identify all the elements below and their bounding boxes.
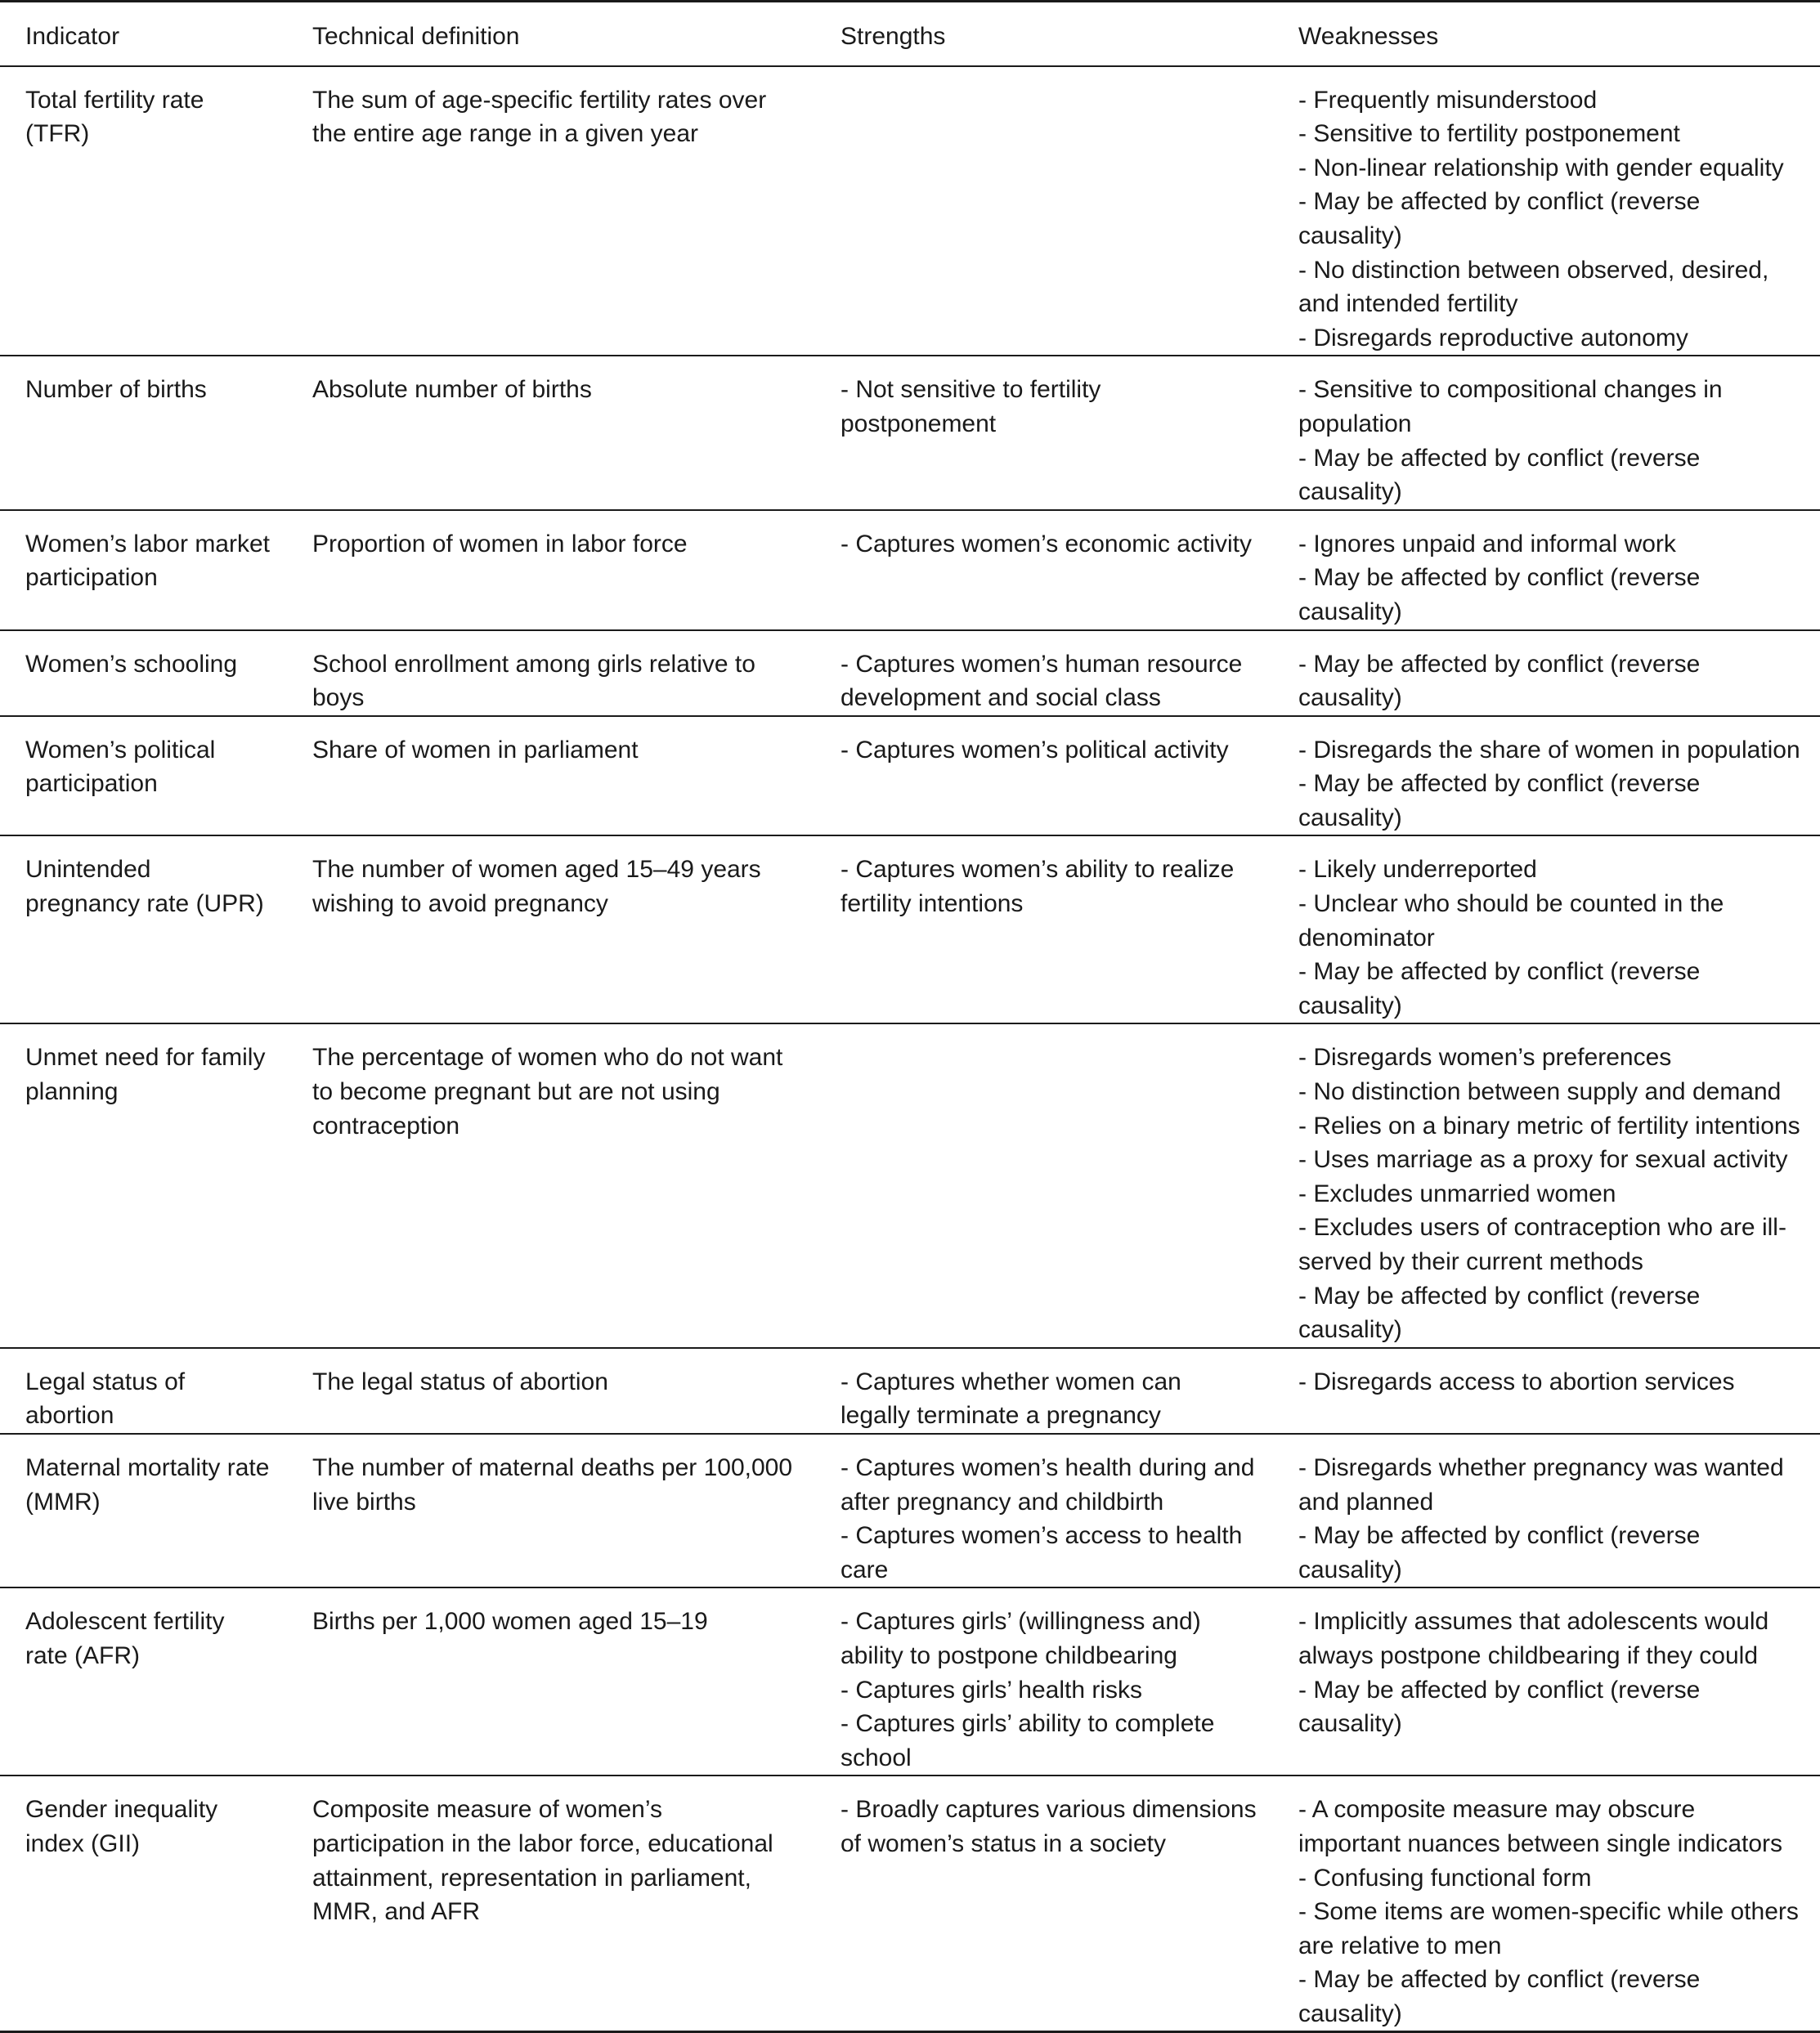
strengths-cell bbox=[815, 630, 1273, 716]
header-strengths: Strengths bbox=[815, 2, 1273, 66]
strengths-cell bbox=[815, 1348, 1273, 1434]
weakness-item: - No distinction between observed, desired, and intended fertility bbox=[1298, 256, 1769, 318]
header-row bbox=[0, 2, 1820, 66]
weaknesses-cell bbox=[1273, 835, 1820, 1023]
weakness-item: - May be affected by conflict (reverse causality) bbox=[1298, 958, 1701, 1019]
definition-cell: The legal status of abortion bbox=[287, 1348, 815, 1434]
definition-cell: The number of women aged 15–49 years wishing to avoid pregnancy bbox=[287, 835, 815, 1023]
weakness-item: - Disregards the share of women in population bbox=[1298, 736, 1800, 763]
strengths-cell bbox=[815, 835, 1273, 1023]
weaknesses-cell bbox=[1273, 356, 1820, 509]
strengths-cell bbox=[815, 716, 1273, 836]
table-row bbox=[0, 1434, 1820, 1587]
indicator-cell: Maternal mortality rate (MMR) bbox=[0, 1434, 287, 1587]
weakness-item: - Uses marriage as a proxy for sexual activity bbox=[1298, 1146, 1788, 1174]
definition-cell: Births per 1,000 women aged 15–19 bbox=[287, 1587, 815, 1776]
indicator-cell: Number of births bbox=[0, 356, 287, 509]
weakness-item: - No distinction between supply and demand bbox=[1298, 1078, 1782, 1106]
indicator-cell: Unintended pregnancy rate (UPR) bbox=[0, 835, 287, 1023]
strength-item: - Captures girls’ ability to complete school bbox=[841, 1710, 1215, 1771]
weakness-item: - May be affected by conflict (reverse causality) bbox=[1298, 1282, 1701, 1344]
weakness-item: - May be affected by conflict (reverse causality) bbox=[1298, 1966, 1701, 2027]
weaknesses-cell bbox=[1273, 630, 1820, 716]
indicator-cell: Unmet need for family planning bbox=[0, 1023, 287, 1347]
strengths-cell bbox=[815, 66, 1273, 356]
weakness-item: - May be affected by conflict (reverse causality) bbox=[1298, 1676, 1701, 1738]
weaknesses-cell bbox=[1273, 510, 1820, 630]
weakness-item: - Disregards reproductive autonomy bbox=[1298, 324, 1688, 352]
strength-item: - Captures women’s human resource development and social class bbox=[841, 650, 1243, 712]
strength-item: - Captures women’s access to health care bbox=[841, 1522, 1243, 1583]
header-indicator: Indicator bbox=[0, 2, 287, 66]
weakness-item: - May be affected by conflict (reverse causality) bbox=[1298, 188, 1701, 249]
strength-item: - Captures girls’ (willingness and) ability to postpone childbearing bbox=[841, 1608, 1201, 1669]
definition-cell: The number of maternal deaths per 100,000 live births bbox=[287, 1434, 815, 1587]
weakness-item: - May be affected by conflict (reverse causality) bbox=[1298, 770, 1701, 831]
strength-item: - Not sensitive to fertility postponement bbox=[841, 376, 1101, 437]
indicator-cell: Total fertility rate (TFR) bbox=[0, 66, 287, 356]
strength-item: - Broadly captures various dimensions of women’s status in a society bbox=[841, 1796, 1257, 1857]
weakness-item: - Likely underreported bbox=[1298, 856, 1537, 884]
strengths-cell bbox=[815, 1587, 1273, 1776]
strengths-cell bbox=[815, 1776, 1273, 2032]
definition-cell: Share of women in parliament bbox=[287, 716, 815, 836]
strengths-cell bbox=[815, 356, 1273, 509]
strength-item: - Captures whether women can legally terminate a pregnancy bbox=[841, 1368, 1181, 1430]
table-row bbox=[0, 630, 1820, 716]
table-row bbox=[0, 66, 1820, 356]
indicator-cell: Gender inequality index (GII) bbox=[0, 1776, 287, 2032]
weakness-item: - Non-linear relationship with gender equality bbox=[1298, 154, 1784, 181]
definition-cell: School enrollment among girls relative to boys bbox=[287, 630, 815, 716]
weakness-item: - Confusing functional form bbox=[1298, 1864, 1592, 1892]
weakness-item: - A composite measure may obscure important nuances between single indicators bbox=[1298, 1796, 1783, 1857]
definition-cell: Absolute number of births bbox=[287, 356, 815, 509]
weakness-item: - May be affected by conflict (reverse causality) bbox=[1298, 1522, 1701, 1583]
strengths-cell bbox=[815, 1434, 1273, 1587]
strengths-cell bbox=[815, 510, 1273, 630]
definition-cell: Proportion of women in labor force bbox=[287, 510, 815, 630]
strength-item: - Captures women’s health during and after pregnancy and childbirth bbox=[841, 1453, 1255, 1516]
weaknesses-cell bbox=[1273, 66, 1820, 356]
weaknesses-cell bbox=[1273, 1348, 1820, 1434]
header-weaknesses: Weaknesses bbox=[1273, 2, 1820, 66]
table-row bbox=[0, 716, 1820, 836]
weakness-item: - May be affected by conflict (reverse causality) bbox=[1298, 650, 1701, 712]
weakness-item: - Disregards access to abortion services bbox=[1298, 1368, 1735, 1395]
weakness-item: - Disregards women’s preferences bbox=[1298, 1044, 1672, 1072]
strength-item: - Captures women’s ability to realize fertility intentions bbox=[841, 856, 1235, 918]
weakness-item: - Sensitive to compositional changes in population bbox=[1298, 376, 1723, 437]
table-row bbox=[0, 1776, 1820, 2032]
indicator-cell: Women’s labor market participation bbox=[0, 510, 287, 630]
weaknesses-cell bbox=[1273, 1023, 1820, 1347]
weakness-item: - Some items are women-specific while others are relative to men bbox=[1298, 1898, 1799, 1959]
indicator-cell: Legal status of abortion bbox=[0, 1348, 287, 1434]
weaknesses-cell bbox=[1273, 1587, 1820, 1776]
weakness-item: - Excludes unmarried women bbox=[1298, 1180, 1616, 1207]
table-row bbox=[0, 510, 1820, 630]
weakness-item: - Unclear who should be counted in the denominator bbox=[1298, 890, 1724, 952]
table-row bbox=[0, 835, 1820, 1023]
weakness-item: - May be affected by conflict (reverse causality) bbox=[1298, 564, 1701, 625]
weakness-item: - Relies on a binary metric of fertility intentions bbox=[1298, 1112, 1800, 1140]
table-body bbox=[0, 66, 1820, 2032]
weakness-item: - Disregards whether pregnancy was wanted and planned bbox=[1298, 1453, 1784, 1516]
header-technical-definition: Technical definition bbox=[287, 2, 815, 66]
strengths-cell bbox=[815, 1023, 1273, 1347]
strength-item: - Captures girls’ health risks bbox=[841, 1676, 1143, 1704]
indicator-cell: Women’s schooling bbox=[0, 630, 287, 716]
indicator-cell: Adolescent fertility rate (AFR) bbox=[0, 1587, 287, 1776]
table-header bbox=[0, 2, 1820, 66]
weakness-item: - May be affected by conflict (reverse causality) bbox=[1298, 444, 1701, 506]
weakness-item: - Implicitly assumes that adolescents would always postpone childbearing if they could bbox=[1298, 1608, 1769, 1669]
strength-item: - Captures women’s political activity bbox=[841, 736, 1229, 763]
table-row bbox=[0, 1587, 1820, 1776]
definition-cell: The sum of age-specific fertility rates over the entire age range in a given year bbox=[287, 66, 815, 356]
weakness-item: - Frequently misunderstood bbox=[1298, 86, 1598, 114]
table-row bbox=[0, 1023, 1820, 1347]
indicator-cell: Women’s political participation bbox=[0, 716, 287, 836]
table-row bbox=[0, 1348, 1820, 1434]
weaknesses-cell bbox=[1273, 1434, 1820, 1587]
weakness-item: - Excludes users of contraception who are ill-served by their current methods bbox=[1298, 1214, 1786, 1275]
strength-item: - Captures women’s economic activity bbox=[841, 530, 1252, 558]
definition-cell: Composite measure of women’s participation in the labor force, educational attainment, representation in parliament, MMR, and AFR bbox=[287, 1776, 815, 2032]
definition-cell: The percentage of women who do not want to become pregnant but are not using contraception bbox=[287, 1023, 815, 1347]
weakness-item: - Sensitive to fertility postponement bbox=[1298, 120, 1680, 148]
weaknesses-cell bbox=[1273, 1776, 1820, 2032]
weaknesses-cell bbox=[1273, 716, 1820, 836]
weakness-item: - Ignores unpaid and informal work bbox=[1298, 530, 1676, 558]
table-row bbox=[0, 356, 1820, 509]
